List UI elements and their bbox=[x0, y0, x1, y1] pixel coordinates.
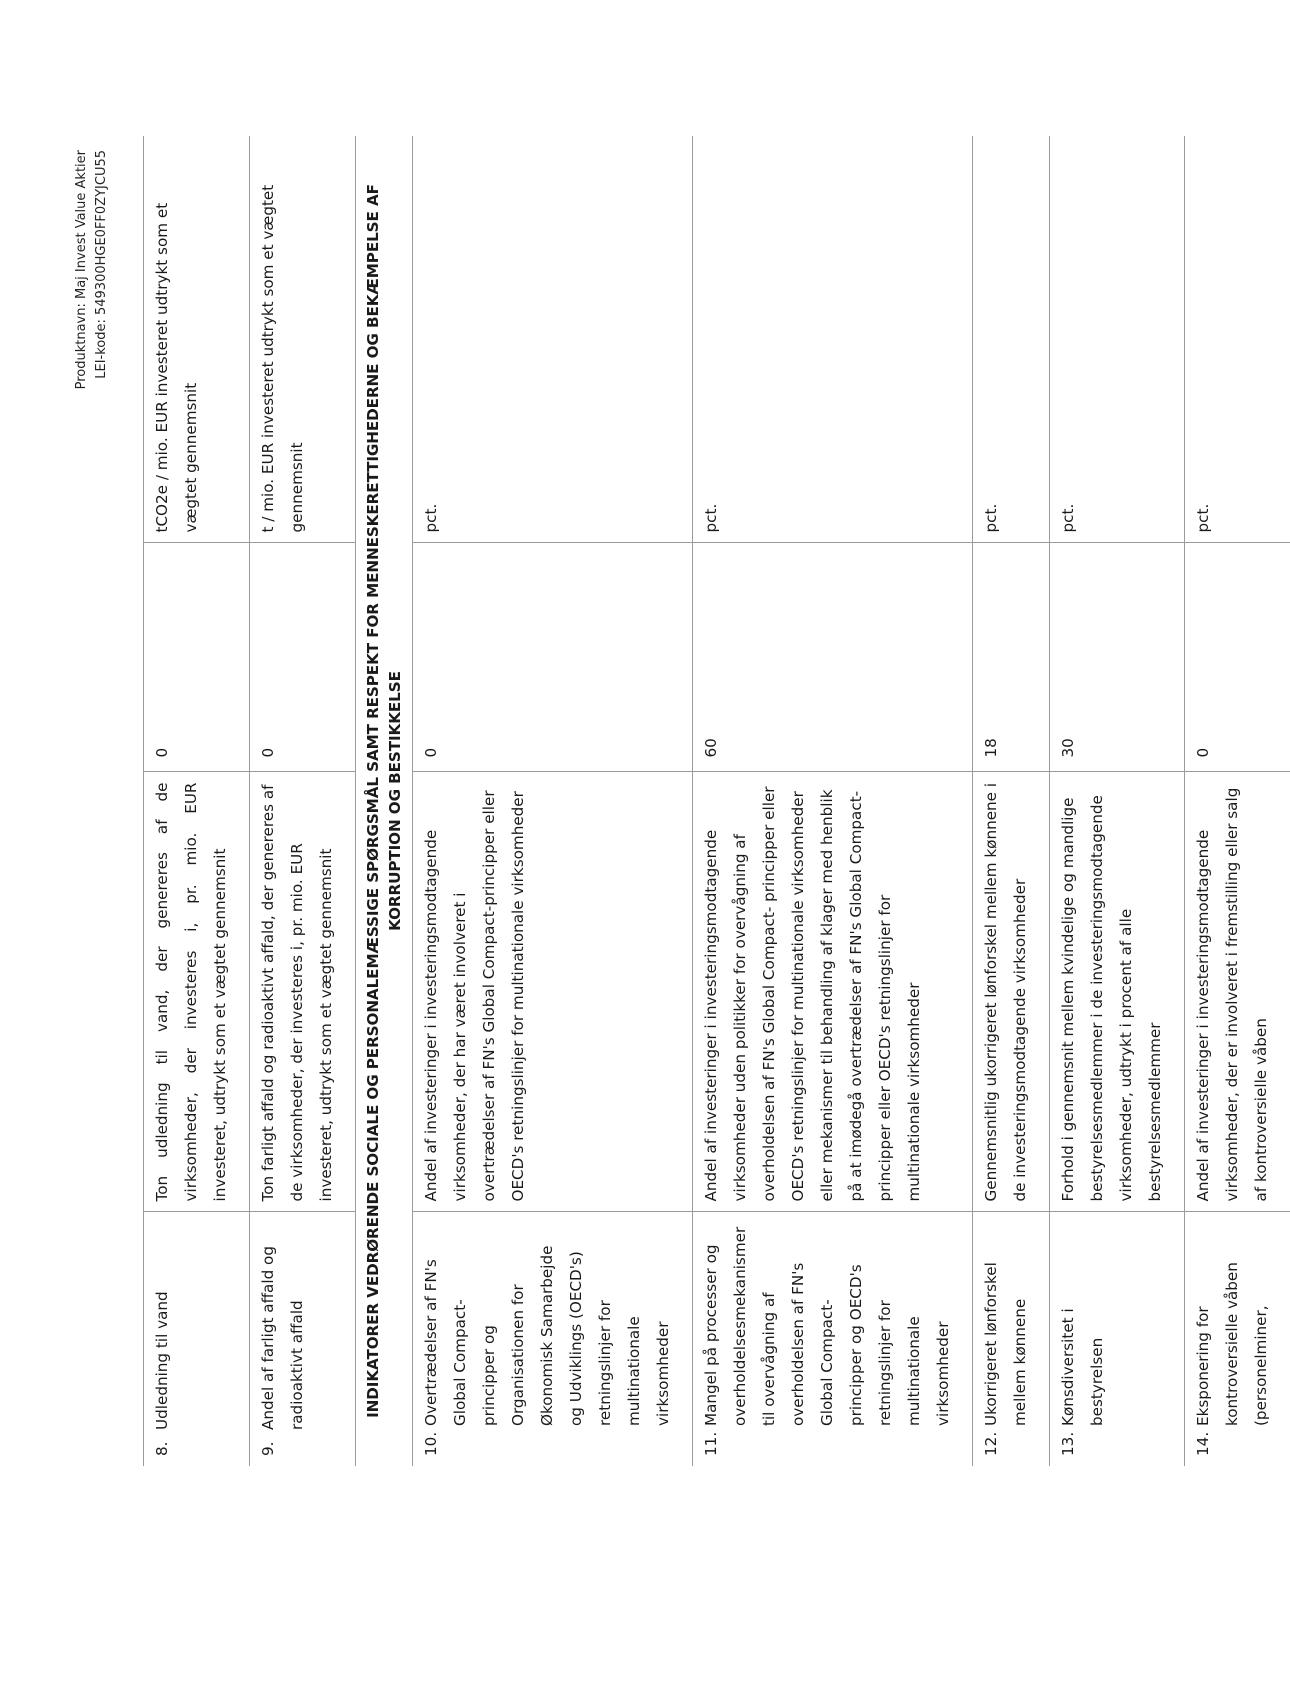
metric-value: 60 bbox=[693, 543, 973, 772]
indicator-number: 12. bbox=[982, 1431, 1000, 1456]
indicator-name: Overtrædelser af FN's Global Compact-principper og Organisationen for Økonomisk Samarbejde og Udviklings (OECD's) retningslinjer for multinationale virksomheder bbox=[422, 1245, 672, 1426]
metric-value: 18 bbox=[973, 543, 1050, 772]
metric-unit: pct. bbox=[1050, 136, 1185, 543]
metric-value: 30 bbox=[1050, 543, 1185, 772]
indicator-cell bbox=[144, 1212, 250, 1466]
metric-description: Ton udledning til vand, der genereres af de virksomheder, der investeres i, pr. mio. EUR investeret, udtrykt som et vægtet gennemsnit bbox=[144, 772, 250, 1212]
metric-value: 0 bbox=[250, 543, 356, 772]
metric-description: Andel af investeringer i investeringsmodtagende virksomheder uden politikker for overvågning af overholdelsen af FN's Global Compact- principper eller OECD's retningslinjer for multinationale virksomheder eller mekanismer til behandling af klager med henblik på at imødegå overtrædelser af FN's Global Compact- principper eller OECD's retningslinjer for multinationale virksomheder bbox=[693, 772, 973, 1212]
indicator-cell bbox=[1185, 1212, 1290, 1466]
indicator-cell bbox=[413, 1212, 693, 1466]
indicator-cell bbox=[1050, 1212, 1185, 1466]
indicator-number: 10. bbox=[422, 1431, 440, 1456]
metric-description: Forhold i gennemsnit mellem kvindelige og mandlige bestyrelsesmedlemmer i de investeringsmodtagende virksomheder, udtrykt i procent af alle bestyrelsesmedlemmer bbox=[1050, 772, 1185, 1212]
indicator-name: Kønsdiversitet i bestyrelsen bbox=[1059, 1308, 1106, 1426]
indicator-cell bbox=[250, 1212, 356, 1466]
table-row bbox=[413, 136, 693, 1466]
indicator-name: Udledning til vand bbox=[153, 1291, 171, 1430]
section-heading: INDIKATORER VEDRØRENDE SOCIALE OG PERSONALEMÆSSIGE SPØRGSMÅL SAMT RESPEKT FOR MENNESKERETTIGHEDERNE OG BEKÆMPELSE AF KORRUPTION OG BESTIKKELSE bbox=[356, 136, 413, 1466]
indicator-number: 9. bbox=[259, 1441, 277, 1456]
table-row bbox=[250, 136, 356, 1466]
indicator-number: 13. bbox=[1059, 1431, 1077, 1456]
metric-description: Andel af investeringer i investeringsmodtagende virksomheder, der er involveret i fremstilling eller salg af kontroversielle våben bbox=[1185, 772, 1290, 1212]
metric-unit: t / mio. EUR investeret udtrykt som et vægtet gennemsnit bbox=[250, 136, 356, 543]
table-row bbox=[1185, 136, 1290, 1466]
lei-code: LEI-kode: 549300HGE0FF0ZYJCU55 bbox=[94, 150, 109, 379]
table-row bbox=[144, 136, 250, 1466]
document-header bbox=[72, 150, 112, 389]
metric-value: 0 bbox=[144, 543, 250, 772]
indicator-number: 8. bbox=[153, 1441, 171, 1456]
product-name: Produktnavn: Maj Invest Value Aktier bbox=[74, 150, 89, 390]
indicator-name: Mangel på processer og overholdelsesmekanismer til overvågning af overholdelsen af FN's Global Compact-principper og OECD's retningslinjer for multinationale virksomheder bbox=[702, 1226, 952, 1426]
metric-description: Ton farligt affald og radioaktivt affald, der genereres af de virksomheder, der investeres i, pr. mio. EUR investeret, udtrykt som et vægtet gennemsnit bbox=[250, 772, 356, 1212]
indicator-number: 14. bbox=[1194, 1431, 1212, 1456]
section-row bbox=[356, 136, 413, 1466]
indicator-number: 11. bbox=[702, 1431, 720, 1456]
metric-description: Gennemsnitlig ukorrigeret lønforskel mellem kønnene i de investeringsmodtagende virksomheder bbox=[973, 772, 1050, 1212]
metric-unit: pct. bbox=[413, 136, 693, 543]
metric-value: 0 bbox=[413, 543, 693, 772]
indicator-name: Eksponering for kontroversielle våben (personelminer, bbox=[1194, 1262, 1270, 1426]
metric-unit: tCO2e / mio. EUR investeret udtrykt som et vægtet gennemsnit bbox=[144, 136, 250, 543]
metric-unit: pct. bbox=[1185, 136, 1290, 543]
indicator-cell bbox=[693, 1212, 973, 1466]
table-row bbox=[973, 136, 1050, 1466]
table-row bbox=[693, 136, 973, 1466]
metric-unit: pct. bbox=[973, 136, 1050, 543]
metric-description: Andel af investeringer i investeringsmodtagende virksomheder, der har været involveret i overtrædelser af FN's Global Compact-principper eller OECD's retningslinjer for multinationale virksomheder bbox=[413, 772, 693, 1212]
table-row bbox=[1050, 136, 1185, 1466]
indicator-name: Andel af farligt affald og radioaktivt affald bbox=[259, 1246, 306, 1430]
metric-value: 0 bbox=[1185, 543, 1290, 772]
metric-unit: pct. bbox=[693, 136, 973, 543]
indicator-table bbox=[143, 136, 1290, 1466]
indicator-cell bbox=[973, 1212, 1050, 1466]
indicator-name: Ukorrigeret lønforskel mellem kønnene bbox=[982, 1262, 1029, 1426]
